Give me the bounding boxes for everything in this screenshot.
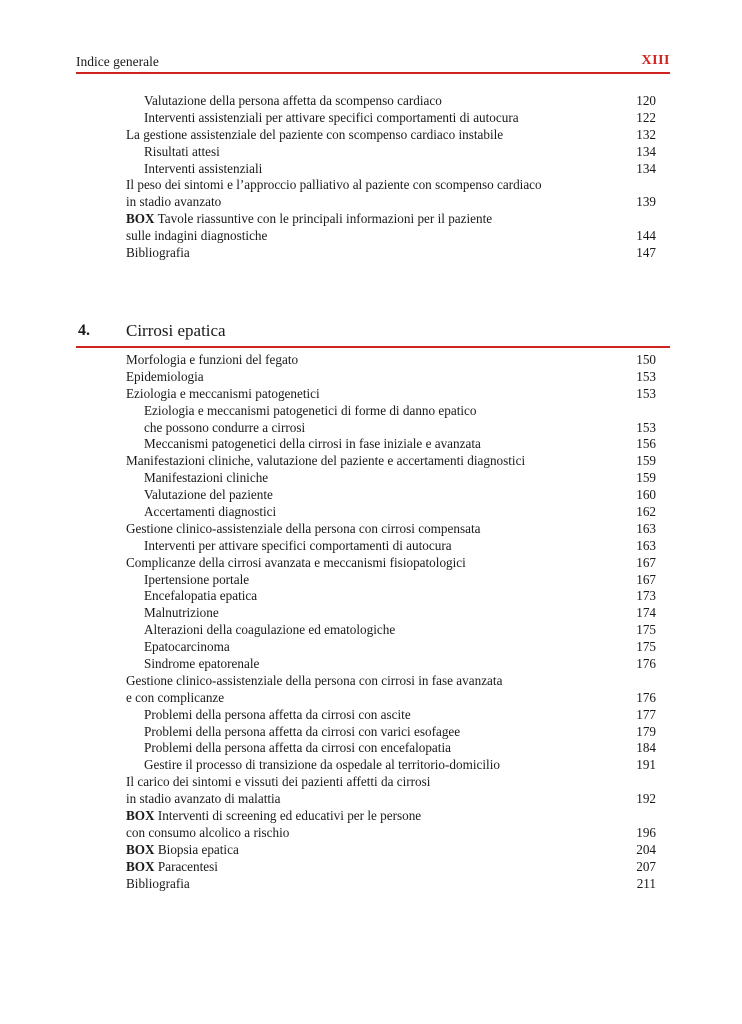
toc-entry-title: Manifestazioni cliniche [144,470,269,486]
toc-entry-title: Problemi della persona affetta da cirrosi con encefalopatia [144,740,451,756]
toc-entry [126,194,656,211]
toc-entry-title: BOX Tavole riassuntive con le principali informazioni per il paziente [126,211,493,227]
toc-entry-title: BOX Biopsia epatica [126,841,239,857]
toc-entry-title: Complicanze della cirrosi avanzata e meccanismi fisiopatologici [126,554,466,570]
toc-entry-page: 159 [636,470,656,486]
chapter-number: 4. [78,322,90,339]
toc-entry-title: Malnutrizione [144,605,219,621]
toc-entry-page: 132 [636,126,656,142]
toc-entry [126,177,656,194]
toc-entry-page: 204 [636,841,656,857]
chapter-title: Cirrosi epatica [126,321,226,340]
toc-entry-page: 163 [636,537,656,553]
toc-entry [126,588,656,605]
toc-entry [126,228,656,245]
toc-entry [126,774,656,791]
toc-entry [126,639,656,656]
toc-entry-page: 153 [636,419,656,435]
toc-entry [126,622,656,639]
toc-entry [126,842,656,859]
toc-entry-page: 163 [636,520,656,536]
toc-entry-title: che possono condurre a cirrosi [144,419,306,435]
toc-entry-title: Problemi della persona affetta da cirrosi con ascite [144,706,411,722]
toc-entry-title: Meccanismi patogenetici della cirrosi in fase iniziale e avanzata [144,436,481,452]
toc-chapter-entries [126,352,656,893]
toc-entry [126,538,656,555]
toc-entry-title: Gestione clinico-assistenziale della persona con cirrosi compensata [126,520,481,536]
chapter-heading [76,320,670,348]
toc-entry [126,808,656,825]
toc-entry-page: 139 [636,194,656,210]
toc-entry-title: Valutazione del paziente [144,487,273,503]
toc-entry [126,690,656,707]
toc-entry-page: 160 [636,487,656,503]
toc-entry-page: 174 [636,605,656,621]
toc-entry-title: Manifestazioni cliniche, valutazione del paziente e accertamenti diagnostici [126,453,526,469]
toc-entry [126,420,656,437]
toc-entry-page: 175 [636,622,656,638]
toc-entry [126,369,656,386]
toc-entry-title: Alterazioni della coagulazione ed ematologiche [144,622,396,638]
toc-entry-title: Accertamenti diagnostici [144,504,277,520]
toc-entry-title: Sindrome epatorenale [144,656,260,672]
toc-entry [126,521,656,538]
toc-entry-page: 147 [636,245,656,261]
toc-entry-page: 175 [636,639,656,655]
toc-entry [126,555,656,572]
toc-entry [126,673,656,690]
toc-entry [126,403,656,420]
toc-entry [126,791,656,808]
toc-entry [126,859,656,876]
toc-entry-page: 191 [636,757,656,773]
toc-entry [126,352,656,369]
toc-entry [126,740,656,757]
toc-entry-page: 153 [636,368,656,384]
toc-entry-page: 196 [636,824,656,840]
toc-entry-title: Bibliografia [126,245,190,261]
toc-entry-page: 162 [636,504,656,520]
toc-entry-page: 211 [636,875,656,891]
toc-entry-page: 173 [636,588,656,604]
toc-entry-page: 122 [636,109,656,125]
toc-entry-title: Gestire il processo di transizione da ospedale al territorio-domicilio [144,757,500,773]
toc-entry-title: Eziologia e meccanismi patogenetici di forme di danno epatico [144,402,477,418]
box-label: BOX [126,211,155,227]
toc-entry [126,724,656,741]
toc-entry-title: Valutazione della persona affetta da scompenso cardiaco [144,93,442,108]
toc-entry-page: 184 [636,740,656,756]
toc-entry [126,656,656,673]
toc-entry-page: 176 [636,656,656,672]
toc-entry-title: Interventi assistenziali [144,160,263,176]
toc-entry [126,825,656,842]
toc-entry-title: La gestione assistenziale del paziente con scompenso cardiaco instabile [126,126,504,142]
toc-entry [126,707,656,724]
toc-entry [126,127,656,144]
toc-entry-title: Problemi della persona affetta da cirrosi con varici esofagee [144,723,461,739]
toc-entry-title: Gestione clinico-assistenziale della persona con cirrosi in fase avanzata [126,672,503,688]
toc-entry-title: BOX Interventi di screening ed educativi per le persone [126,808,422,824]
toc-entry [126,757,656,774]
toc-entry-page: 156 [636,436,656,452]
toc-entry-page: 120 [636,93,656,108]
running-header-title: Indice generale [76,54,159,69]
toc-entry [126,453,656,470]
toc-entry-title: Il peso dei sintomi e l’approccio palliativo al paziente con scompenso cardiaco [126,177,542,193]
page-number: XIII [641,53,670,68]
toc-entry [126,386,656,403]
toc-entry-page: 134 [636,160,656,176]
toc-entry [126,110,656,127]
toc-entry-title: Encefalopatia epatica [144,588,258,604]
toc-entry-title: Risultati attesi [144,143,220,159]
toc-entry-title: Interventi assistenziali per attivare specifici comportamenti di autocura [144,109,519,125]
toc-entry [126,470,656,487]
toc-entry-page: 144 [636,228,656,244]
toc-entry-title: e con complicanze [126,689,225,705]
toc-entry-title: in stadio avanzato di malattia [126,791,281,807]
toc-entry-page: 159 [636,453,656,469]
toc-entry-page: 177 [636,706,656,722]
toc-entry-title: Epatocarcinoma [144,639,230,655]
toc-entry-page: 176 [636,689,656,705]
toc-entry-title: BOX Paracentesi [126,858,218,874]
toc-entry-title: con consumo alcolico a rischio [126,824,290,840]
toc-entry-page: 207 [636,858,656,874]
toc-entry [126,605,656,622]
toc-entry-title: Ipertensione portale [144,571,250,587]
toc-entry-page: 192 [636,791,656,807]
toc-entry-page: 150 [636,352,656,367]
toc-entry-page: 134 [636,143,656,159]
toc-entry-title: Il carico dei sintomi e vissuti dei pazienti affetti da cirrosi [126,774,431,790]
box-label: BOX [126,858,155,874]
box-label: BOX [126,808,155,824]
toc-entry-title: Interventi per attivare specifici comportamenti di autocura [144,537,452,553]
toc-entry-title: Epidemiologia [126,368,204,384]
toc-entry-title: Morfologia e funzioni del fegato [126,352,299,367]
toc-entry-title: in stadio avanzato [126,194,222,210]
toc-entry [126,572,656,589]
toc-entry [126,876,656,893]
toc-entry [126,504,656,521]
toc-entry [126,144,656,161]
toc-previous-chapter [126,93,656,262]
toc-entry-page: 153 [636,385,656,401]
toc-entry [126,436,656,453]
toc-entry-page: 167 [636,554,656,570]
box-label: BOX [126,841,155,857]
toc-entry [126,93,656,110]
toc-entry-title: Bibliografia [126,875,190,891]
toc-entry-page: 167 [636,571,656,587]
toc-entry [126,211,656,228]
toc-entry-page: 179 [636,723,656,739]
toc-entry [126,487,656,504]
running-header [76,54,670,74]
toc-entry-title: sulle indagini diagnostiche [126,228,268,244]
toc-entry [126,245,656,262]
toc-entry-title: Eziologia e meccanismi patogenetici [126,385,320,401]
toc-entry [126,161,656,178]
